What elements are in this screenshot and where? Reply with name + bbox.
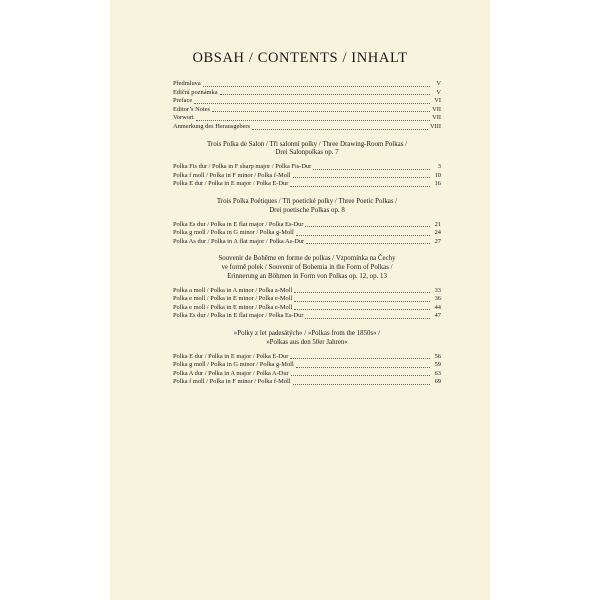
dot-leader <box>196 119 430 121</box>
heading-line: Erinnerung an Böhmen in Form von Polkas op. 12, op. 13 <box>227 272 387 280</box>
toc-entry <box>173 229 441 238</box>
page-number: VIII <box>430 122 441 130</box>
page-number: 27 <box>434 237 441 245</box>
toc-entry <box>173 163 441 172</box>
toc-entry <box>173 89 441 98</box>
entry-title: Polka A dur / Polka in A major / Polka A-Dur <box>173 369 289 377</box>
page-number: 63 <box>434 369 441 377</box>
entry-title: Polka E dur / Polka in E major / Polka E-Dur <box>173 180 289 188</box>
page-number: 44 <box>434 303 441 311</box>
toc-entry <box>173 238 441 247</box>
entry-title: Polka E dur / Polka in E major / Polka E-Dur <box>173 352 289 360</box>
entry-title: Polka a moll / Polka in A minor / Polka a-Moll <box>173 286 293 294</box>
entry-title: Editor’s Notes <box>173 105 210 113</box>
page-number: 47 <box>434 312 441 320</box>
dot-leader <box>220 93 430 95</box>
page-number: 33 <box>434 286 441 294</box>
heading-line: »Polky z let padesátých« / »Polkas from the 1850s« / <box>233 330 381 338</box>
page-number: VII <box>432 114 441 122</box>
dot-leader <box>305 317 430 319</box>
toc-entry <box>173 304 441 313</box>
heading-line: »Polkas aus den 50er Jahren« <box>266 338 348 346</box>
toc-section <box>173 141 441 189</box>
dot-leader <box>306 242 430 244</box>
dot-leader <box>293 383 430 385</box>
entry-title: Ediční poznámka <box>173 88 218 96</box>
dot-leader <box>290 357 430 359</box>
page-title: OBSAH / CONTENTS / INHALT <box>192 50 408 66</box>
dot-leader <box>305 225 430 227</box>
dot-leader <box>294 308 430 310</box>
section-heading <box>173 255 441 281</box>
section-heading <box>173 198 441 216</box>
entry-title: Anmerkung des Herausgebers <box>173 122 251 130</box>
toc-section <box>173 255 441 321</box>
table-of-contents <box>173 80 441 387</box>
toc-section <box>173 198 441 246</box>
page-number: V <box>436 88 441 96</box>
toc-entry <box>173 180 441 189</box>
page-number: 69 <box>434 378 441 386</box>
front-matter-list <box>173 80 441 132</box>
dot-leader <box>290 185 430 187</box>
toc-entry <box>173 370 441 379</box>
dot-leader <box>294 291 430 293</box>
toc-entry <box>173 353 441 362</box>
heading-line: Trois Polka de Salon / Tři salonní polky / Three Drawing-Room Polkas / <box>206 140 408 148</box>
toc-entry <box>173 80 441 89</box>
toc-entry <box>173 378 441 387</box>
entry-title: Preface <box>173 97 193 105</box>
page-number: V <box>436 80 441 87</box>
page-number: 36 <box>434 295 441 303</box>
heading-line: Trois Polka Poétiques / Tři poetické polky / Three Poetic Polkas / <box>216 197 398 205</box>
page-number: VI <box>434 97 441 105</box>
toc-entry <box>173 123 441 132</box>
heading-line: ve formě polek / Souvenir of Bohemia in the Form of Polkas / <box>221 264 393 272</box>
entry-title: Vorwort <box>173 114 194 122</box>
toc-entry <box>173 312 441 321</box>
dot-leader <box>291 374 430 376</box>
dot-leader <box>212 110 430 112</box>
page-sheet <box>110 0 490 600</box>
heading-line: Drei poetische Polkas op. 8 <box>269 206 345 214</box>
toc-entry <box>173 114 441 123</box>
entry-title: Polka f moll / Polka in F minor / Polka f-Moll <box>173 171 291 179</box>
toc-entry <box>173 106 441 115</box>
entry-title: Předmluva <box>173 80 201 87</box>
toc-section <box>173 330 441 387</box>
entry-title: Polka g moll / Polka in G minor / Polka g-Moll <box>173 361 294 369</box>
toc-entry <box>173 287 441 296</box>
dot-leader <box>296 234 430 236</box>
heading-line: Souvenir de Bohême en forme de polkas / Vzpomínka na Čechy <box>218 255 396 263</box>
page-number: 10 <box>434 171 441 179</box>
dot-leader <box>296 366 430 368</box>
entry-title: Polka g moll / Polka in G minor / Polka g-Moll <box>173 229 294 237</box>
entry-title: Polka Fis dur / Polka in F sharp major / Polka Fis-Dur <box>173 163 312 171</box>
toc-entry <box>173 172 441 181</box>
entry-title: Polka e moll / Polka in E minor / Polka e-Moll <box>173 295 293 303</box>
page-number: 3 <box>437 163 441 171</box>
toc-entry <box>173 97 441 106</box>
entry-title: Polka e moll / Polka in E minor / Polka e-Moll <box>173 303 293 311</box>
dot-leader <box>294 300 430 302</box>
dot-leader <box>252 128 428 130</box>
toc-entry <box>173 295 441 304</box>
dot-leader <box>203 85 430 87</box>
page-number: 59 <box>434 361 441 369</box>
heading-line: Drei Salonpolkas op. 7 <box>275 149 339 157</box>
dot-leader <box>293 176 430 178</box>
entry-title: Polka Es dur / Polka in E flat major / Polka Es-Dur <box>173 220 304 228</box>
section-heading <box>173 330 441 348</box>
entry-title: Polka f moll / Polka in F minor / Polka f-Moll <box>173 378 291 386</box>
page-number: 56 <box>434 352 441 360</box>
entry-title: Polka Es dur / Polka in E flat major / Polka Es-Dur <box>173 312 304 320</box>
toc-entry <box>173 221 441 230</box>
section-heading <box>173 141 441 159</box>
toc-entry <box>173 361 441 370</box>
dot-leader <box>194 102 430 104</box>
page-number: 24 <box>434 229 441 237</box>
entry-title: Polka As dur / Polka in A flat major / Polka As-Dur <box>173 237 305 245</box>
page-number: 21 <box>434 220 441 228</box>
dot-leader <box>313 168 430 170</box>
page-number: 16 <box>434 180 441 188</box>
page-number: VII <box>432 105 441 113</box>
